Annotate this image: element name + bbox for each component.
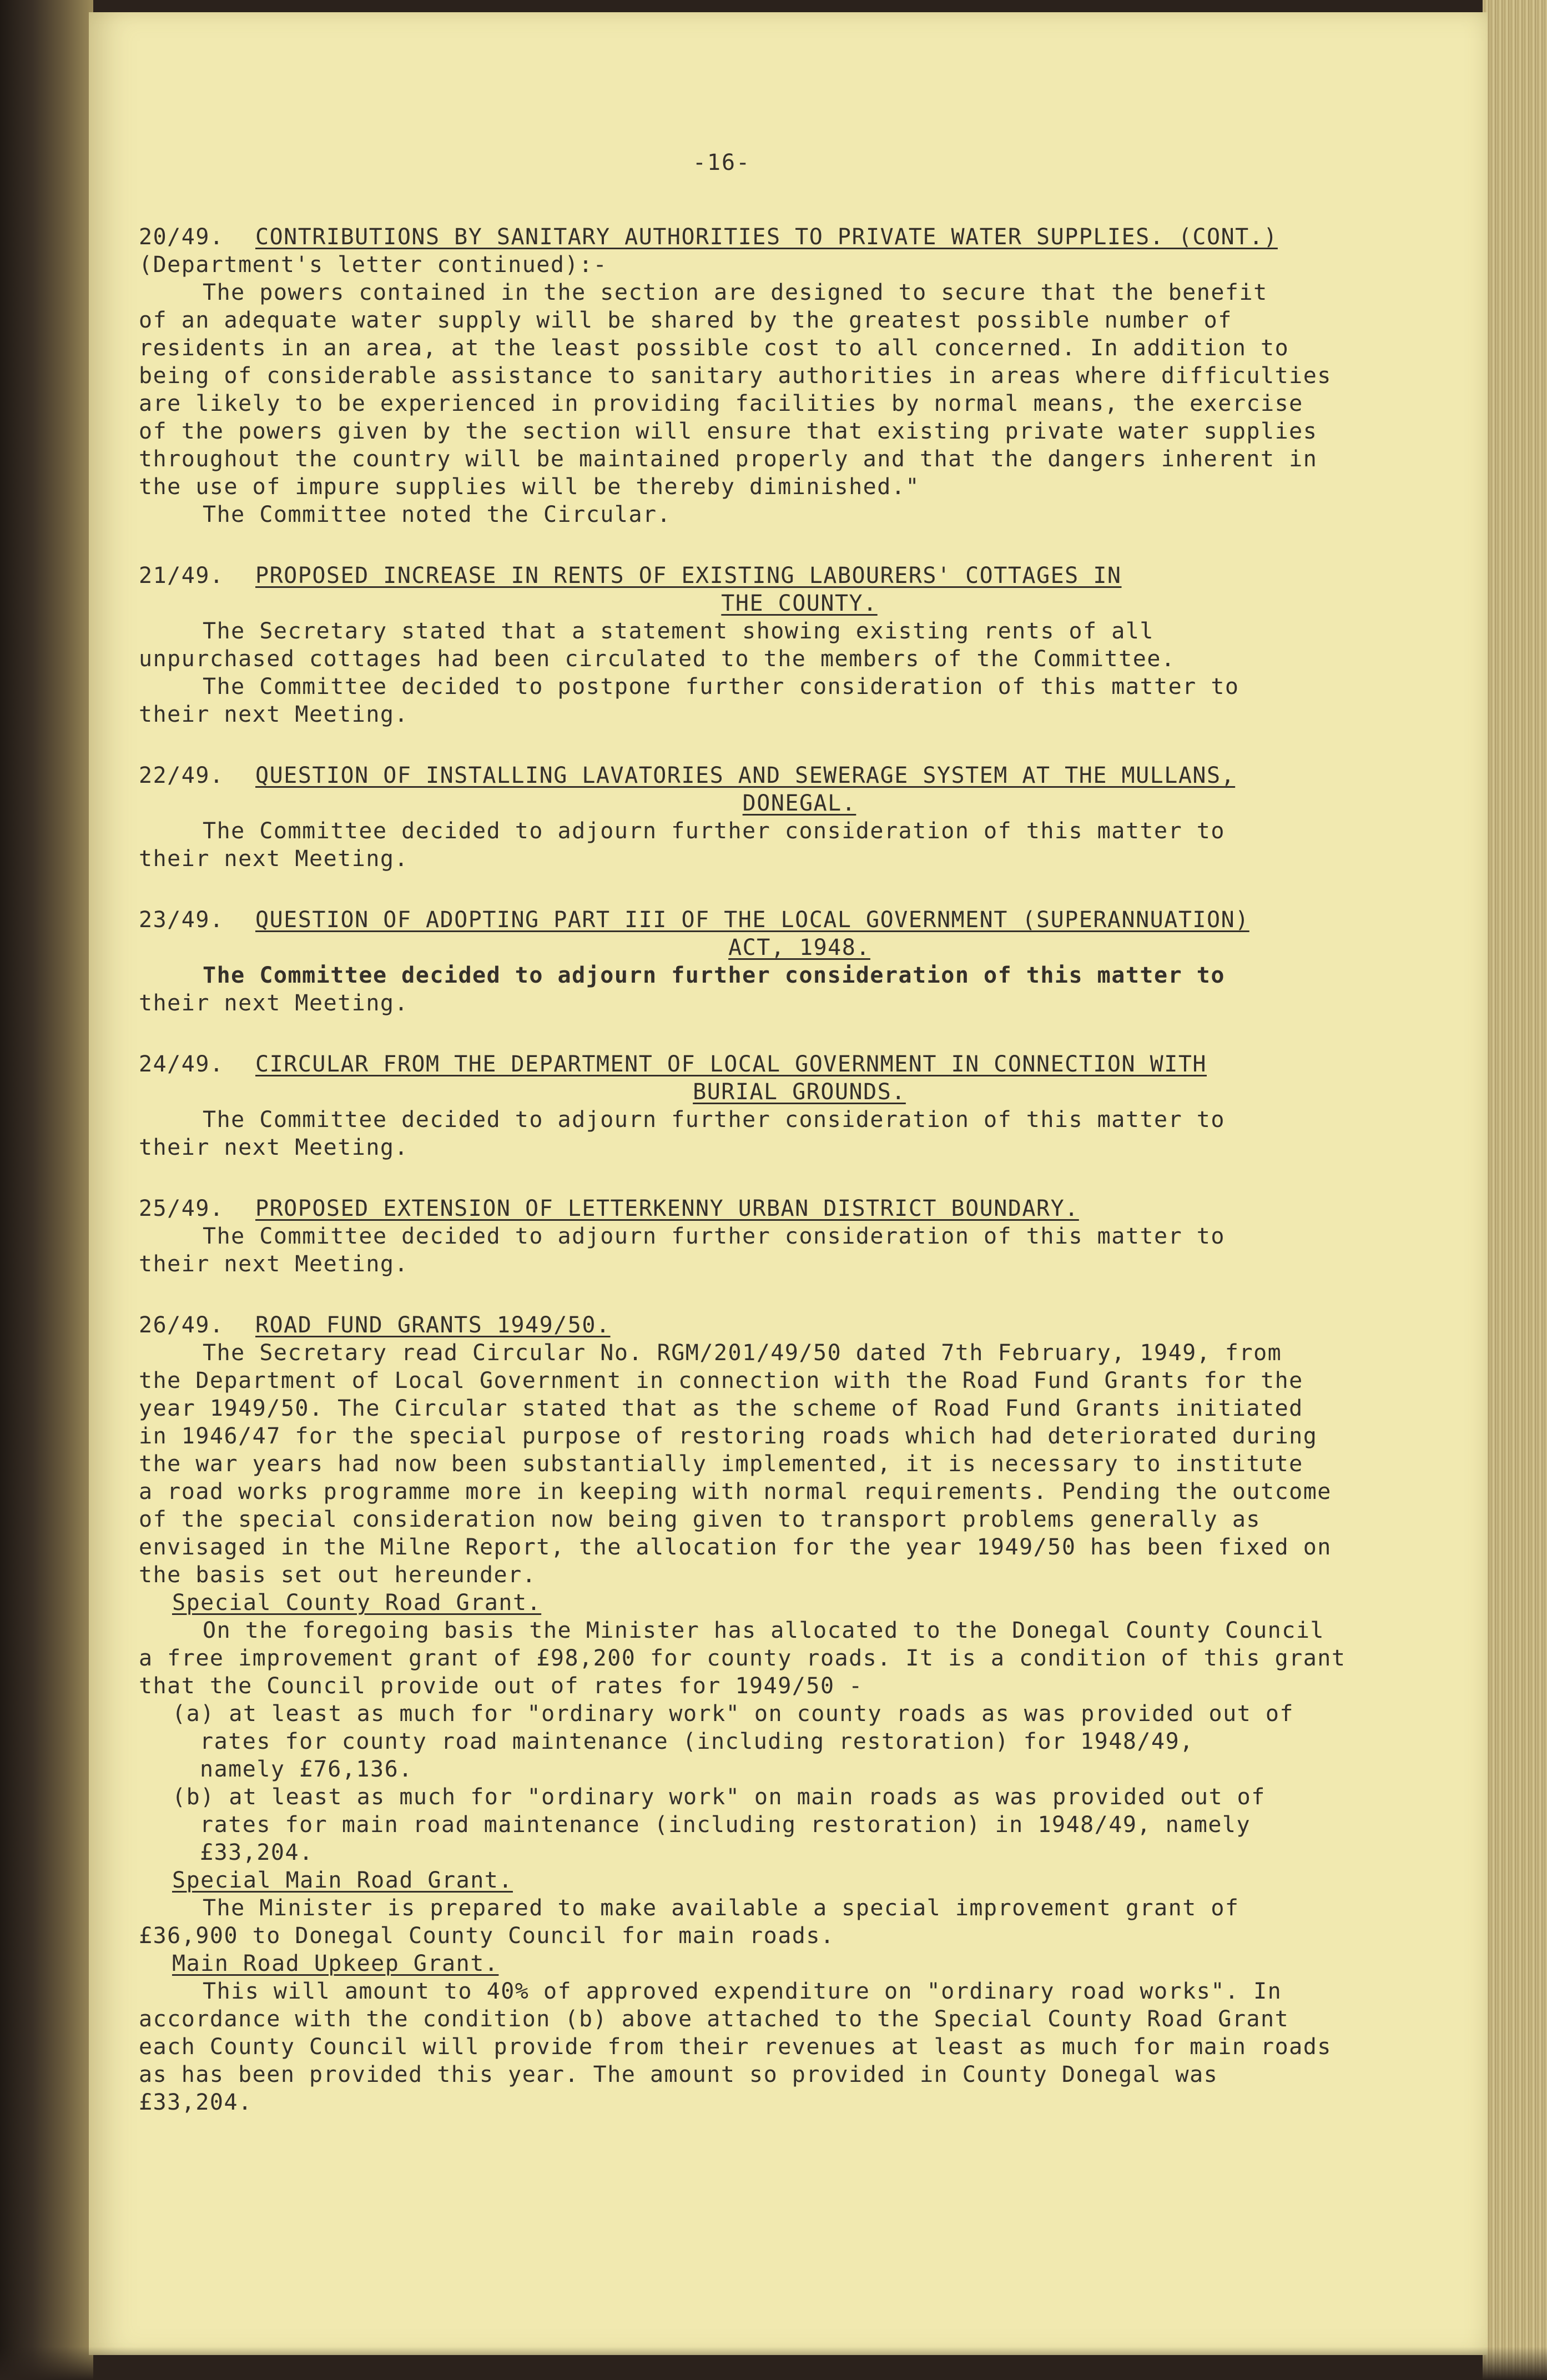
body-line [139, 845, 1415, 873]
body-line [139, 1367, 1415, 1395]
line-text: The Committee decided to adjourn further consideration of this matter to [203, 1224, 1225, 1249]
line-text: Special County Road Grant. [172, 1590, 542, 1616]
page-edges [1483, 0, 1547, 2380]
minute-item [139, 562, 1415, 728]
page-number: -16- [692, 150, 751, 175]
body-line [139, 1644, 1415, 1672]
body-line [139, 673, 1415, 701]
body-line [139, 501, 1415, 529]
item-heading-line [139, 789, 1343, 817]
body-line [139, 989, 1415, 1017]
item-heading: ROAD FUND GRANTS 1949/50. [255, 1312, 611, 1338]
item-number: 22/49. [139, 763, 224, 788]
line-text: Main Road Upkeep Grant. [172, 1951, 499, 1976]
item-heading-line [139, 762, 1415, 789]
sub-heading [139, 1589, 1415, 1617]
body-line [139, 1134, 1415, 1161]
item-number: 20/49. [139, 224, 224, 250]
body-line [139, 2089, 1415, 2116]
line-text: rates for county road maintenance (including restoration) for 1948/49, [200, 1729, 1194, 1754]
body-line [139, 279, 1415, 306]
body-line [139, 962, 1415, 989]
body-line [139, 1506, 1415, 1533]
line-text: £33,204. [200, 1840, 314, 1865]
sub-heading [139, 1866, 1415, 1894]
minute-item [139, 223, 1415, 529]
item-heading-line [139, 590, 1343, 617]
item-number: 23/49. [139, 907, 224, 933]
body-line [139, 1811, 1415, 1839]
line-text: The Secretary read Circular No. RGM/201/49/50 dated 7th February, 1949, from [203, 1340, 1282, 1366]
body-line [139, 1250, 1415, 1278]
line-text: accordance with the condition (b) above attached to the Special County Road Grant [139, 2006, 1289, 2032]
item-spacer [139, 728, 1415, 762]
line-text: a road works programme more in keeping with normal requirements. Pending the outcome [139, 1479, 1332, 1505]
line-text: (Department's letter continued):- [139, 252, 608, 278]
line-text: are likely to be experienced in providing facilities by normal means, the exercise [139, 391, 1303, 416]
line-text: their next Meeting. [139, 1251, 409, 1277]
body-line [139, 1894, 1415, 1922]
body-line [139, 1755, 1415, 1783]
body-line [139, 2033, 1415, 2061]
line-text: the use of impure supplies will be thereby diminished." [139, 474, 920, 500]
line-text: the Department of Local Government in connection with the Road Fund Grants for the [139, 1368, 1303, 1393]
body-line [139, 2061, 1415, 2089]
line-text: a free improvement grant of £98,200 for county roads. It is a condition of this grant [139, 1646, 1346, 1671]
line-text: The Committee noted the Circular. [203, 502, 672, 527]
item-heading: QUESTION OF INSTALLING LAVATORIES AND SEWERAGE SYSTEM AT THE MULLANS, [255, 763, 1236, 788]
line-text: residents in an area, at the least possible cost to all concerned. In addition to [139, 335, 1289, 361]
item-number: 21/49. [139, 563, 224, 588]
line-text: namely £76,136. [200, 1757, 413, 1782]
line-text: throughout the country will be maintained properly and that the dangers inherent in [139, 446, 1318, 472]
item-spacer [139, 1161, 1415, 1195]
line-text: Special Main Road Grant. [172, 1868, 513, 1893]
line-text: being of considerable assistance to sanitary authorities in areas where difficulties [139, 363, 1332, 389]
body-line [139, 645, 1415, 673]
line-text: each County Council will provide from their revenues at least as much for main roads [139, 2034, 1332, 2060]
minute-item [139, 762, 1415, 873]
line-text: that the Council provide out of rates for 1949/50 - [139, 1673, 863, 1699]
line-text: their next Meeting. [139, 1135, 409, 1160]
body-line [139, 1478, 1415, 1506]
item-spacer [139, 1278, 1415, 1311]
body-line [139, 1783, 1415, 1811]
line-text: £36,900 to Donegal County Council for main roads. [139, 1923, 835, 1949]
item-number: 26/49. [139, 1312, 224, 1338]
minute-item [139, 906, 1415, 1017]
body-line [139, 1672, 1415, 1700]
line-text: of the powers given by the section will ensure that existing private water supplies [139, 419, 1318, 444]
item-heading: DONEGAL. [742, 791, 856, 816]
item-heading-line [139, 223, 1415, 251]
body-line [139, 1922, 1415, 1950]
line-text: (a) at least as much for "ordinary work" on county roads as was provided out of [172, 1701, 1294, 1727]
line-text: The powers contained in the section are designed to secure that the benefit [203, 280, 1268, 305]
item-heading: ACT, 1948. [728, 935, 870, 960]
line-text: the basis set out hereunder. [139, 1562, 537, 1588]
line-text: unpurchased cottages had been circulated to the members of the Committee. [139, 646, 1176, 672]
line-text: the war years had now been substantially implemented, it is necessary to institute [139, 1451, 1303, 1477]
body-line [139, 617, 1415, 645]
book-binding [0, 0, 93, 2380]
body-line [139, 1450, 1415, 1478]
item-heading-line [139, 934, 1343, 962]
line-text: The Minister is prepared to make available a special improvement grant of [203, 1895, 1239, 1921]
item-number: 24/49. [139, 1051, 224, 1077]
item-heading-line [139, 906, 1415, 934]
line-text: of the special consideration now being given to transport problems generally as [139, 1507, 1261, 1532]
body-line [139, 817, 1415, 845]
item-heading: CIRCULAR FROM THE DEPARTMENT OF LOCAL GOVERNMENT IN CONNECTION WITH [255, 1051, 1207, 1077]
item-heading-line [139, 1078, 1343, 1106]
line-text: as has been provided this year. The amount so provided in County Donegal was [139, 2062, 1218, 2087]
line-text: envisaged in the Milne Report, the allocation for the year 1949/50 has been fixed on [139, 1534, 1332, 1560]
body-line [139, 445, 1415, 473]
item-heading: QUESTION OF ADOPTING PART III OF THE LOCAL GOVERNMENT (SUPERANNUATION) [255, 907, 1249, 933]
line-text: On the foregoing basis the Minister has allocated to the Donegal County Council [203, 1618, 1324, 1643]
item-spacer [139, 873, 1415, 906]
body-line [139, 1533, 1415, 1561]
item-heading-line [139, 1050, 1415, 1078]
item-heading-line [139, 1311, 1415, 1339]
minutes-document [139, 149, 1415, 2116]
body-line [139, 362, 1415, 390]
body-line [139, 390, 1415, 417]
body-line [139, 473, 1415, 501]
line-text: The Committee decided to adjourn further consideration of this matter to [203, 963, 1225, 988]
body-line [139, 306, 1415, 334]
body-line [139, 1106, 1415, 1134]
item-heading: PROPOSED EXTENSION OF LETTERKENNY URBAN DISTRICT BOUNDARY. [255, 1196, 1079, 1221]
item-heading: PROPOSED INCREASE IN RENTS OF EXISTING LABOURERS' COTTAGES IN [255, 563, 1122, 588]
line-text: their next Meeting. [139, 990, 409, 1016]
line-text: This will amount to 40% of approved expenditure on "ordinary road works". In [203, 1979, 1282, 2004]
line-text: The Committee decided to postpone further consideration of this matter to [203, 674, 1239, 700]
body-line [139, 1422, 1415, 1450]
body-line [139, 334, 1415, 362]
body-line [139, 417, 1415, 445]
line-text: their next Meeting. [139, 846, 409, 872]
minute-items [139, 223, 1415, 2116]
line-text: their next Meeting. [139, 702, 409, 727]
body-line [139, 1839, 1415, 1866]
line-text: in 1946/47 for the special purpose of restoring roads which had deteriorated during [139, 1423, 1318, 1449]
line-text: year 1949/50. The Circular stated that as the scheme of Road Fund Grants initiated [139, 1396, 1303, 1421]
minute-item [139, 1311, 1415, 2116]
body-line [139, 2005, 1415, 2033]
line-text: The Secretary stated that a statement showing existing rents of all [203, 618, 1154, 644]
line-text: The Committee decided to adjourn further consideration of this matter to [203, 818, 1225, 844]
body-line [139, 1222, 1415, 1250]
item-spacer [139, 1017, 1415, 1050]
item-heading: CONTRIBUTIONS BY SANITARY AUTHORITIES TO PRIVATE WATER SUPPLIES. (CONT.) [255, 224, 1278, 250]
item-heading: THE COUNTY. [721, 591, 878, 616]
body-line [139, 701, 1415, 728]
body-line [139, 1978, 1415, 2005]
item-heading-line [139, 1195, 1415, 1222]
bottom-shadow [0, 2347, 1547, 2380]
line-text: The Committee decided to adjourn further consideration of this matter to [203, 1107, 1225, 1133]
minute-item [139, 1050, 1415, 1161]
line-text: of an adequate water supply will be shared by the greatest possible number of [139, 308, 1232, 333]
body-line [139, 1728, 1415, 1755]
line-text: £33,204. [139, 2090, 253, 2115]
item-heading-line [139, 562, 1415, 590]
line-text: (b) at least as much for "ordinary work" on main roads as was provided out of [172, 1784, 1266, 1810]
body-line [139, 1339, 1415, 1367]
body-line [139, 1395, 1415, 1422]
item-heading: BURIAL GROUNDS. [693, 1079, 906, 1105]
item-spacer [139, 529, 1415, 562]
body-line [139, 1561, 1415, 1589]
body-line [139, 251, 1415, 279]
body-line [139, 1700, 1415, 1728]
body-line [139, 1617, 1415, 1644]
page-sheet [89, 12, 1488, 2355]
sub-heading [139, 1950, 1415, 1978]
minute-item [139, 1195, 1415, 1278]
item-number: 25/49. [139, 1196, 224, 1221]
line-text: rates for main road maintenance (including restoration) in 1948/49, namely [200, 1812, 1251, 1838]
